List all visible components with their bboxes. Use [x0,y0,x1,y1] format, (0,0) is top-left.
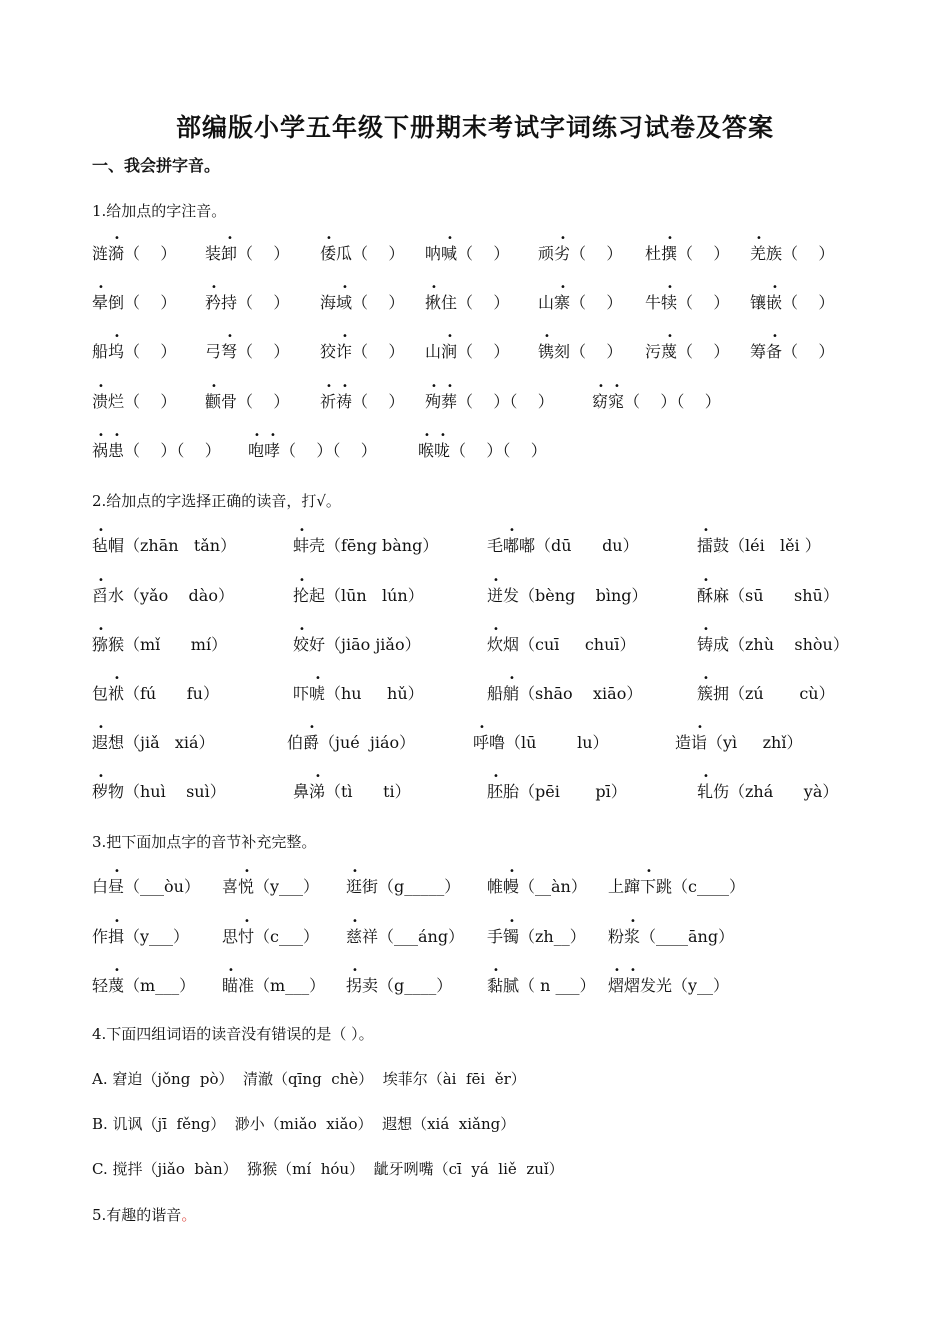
emphasis-dot-icon: • [342,381,348,392]
emphasis-dot-icon: • [667,331,673,342]
word-item: 筹备（ ） • [750,331,835,361]
word-item: 镌刻（ ） • [538,331,623,361]
emphasis-dot-icon: • [646,866,652,877]
emphasis-dot-icon: • [98,430,104,441]
emphasis-dot-icon: • [447,381,453,392]
emphasis-dot-icon: • [309,722,315,733]
emphasis-dot-icon: • [98,525,104,536]
word-item: 上蹿下跳（c____） • [608,866,745,896]
q1-row [0,381,950,414]
word-item: 帷幔（__àn） • [487,866,587,896]
word-item: 船艄（shāo xiāo） • [487,673,643,703]
word-item: 牛犊（ ） • [645,282,730,312]
emphasis-dot-icon: • [342,331,348,342]
emphasis-dot-icon: • [560,233,566,244]
q1-row [0,282,950,315]
emphasis-dot-icon: • [299,525,305,536]
option-b: B. 讥讽（jī fěng） 渺小（miǎo xiǎo） 遐想（xiá xiǎng） [92,1115,516,1133]
word-item: 毛嘟嘟（dū du） • [487,525,639,555]
word-item: 喉咙（ ）（ ） • • [418,430,547,460]
emphasis-dot-icon: • [114,430,120,441]
word-item: 吓唬（hu hǔ） • [293,673,424,703]
emphasis-dot-icon: • [440,430,446,441]
emphasis-dot-icon: • [352,916,358,927]
emphasis-dot-icon: • [703,673,709,684]
emphasis-dot-icon: • [114,965,120,976]
emphasis-dot-icon: • [614,381,620,392]
emphasis-dot-icon: • [447,233,453,244]
emphasis-dot-icon: • [667,282,673,293]
word-item: 拐卖（g____） • [346,965,453,995]
q3-row [0,965,950,998]
word-item: 船坞（ ） • [92,331,177,361]
q1-row [0,430,950,463]
word-item: 蚌壳（fēng bàng） • [293,525,439,555]
word-item: 溃烂（ ） • [92,381,177,411]
word-item: 祸患（ ）（ ） • • [92,430,221,460]
word-item: 熠熠发光（y__） • • [608,965,730,995]
emphasis-dot-icon: • [299,575,305,586]
word-item: 杜撰（ ） • [645,233,730,263]
word-item: 轻蔑（m___） • [92,965,196,995]
word-item: 装卸（ ） • [205,233,290,263]
emphasis-dot-icon: • [509,525,515,536]
word-item: 呼噜（lū lu） • [473,722,609,752]
emphasis-dot-icon: • [697,722,703,733]
q2-row [0,624,950,657]
emphasis-dot-icon: • [509,866,515,877]
question-3-label: 3.把下面加点字的音节补充完整。 [92,833,317,851]
emphasis-dot-icon: • [352,866,358,877]
word-item: 作揖（y___） • [92,916,190,946]
word-item: 遐想（jiǎ xiá） • [92,722,215,752]
question-5-text: 5.有趣的谐音 [92,1206,182,1224]
q1-row [0,331,950,364]
emphasis-dot-icon: • [114,673,120,684]
word-item: 逛街（g_____） • [346,866,461,896]
word-item: 污蔑（ ） • [645,331,730,361]
word-item: 咆哮（ ）（ ） • • [248,430,377,460]
emphasis-dot-icon: • [254,430,260,441]
word-item: 粉浆（____āng） • [608,916,735,946]
emphasis-dot-icon: • [479,722,485,733]
emphasis-dot-icon: • [114,866,120,877]
word-item: 顽劣（ ） • [538,233,623,263]
q2-row [0,575,950,608]
word-item: 铸成（zhù shòu） • [697,624,849,654]
emphasis-dot-icon: • [315,771,321,782]
emphasis-dot-icon: • [630,916,636,927]
emphasis-dot-icon: • [772,282,778,293]
emphasis-dot-icon: • [431,282,437,293]
emphasis-dot-icon: • [560,282,566,293]
word-item: 簇拥（zú cù） • [697,673,835,703]
question-2-label: 2.给加点的字选择正确的读音，打√。 [92,492,341,510]
word-item: 造诣（yì zhǐ） • [675,722,803,752]
question-5-label [92,1204,196,1225]
word-item: 思忖（c___） • [222,916,319,946]
word-item: 瞄准（m___） • [222,965,326,995]
emphasis-dot-icon: • [299,624,305,635]
emphasis-dot-icon: • [98,722,104,733]
emphasis-dot-icon: • [211,381,217,392]
emphasis-dot-icon: • [431,381,437,392]
option-c: C. 搅拌（jiǎo bàn） 猕猴（mí hóu） 龇牙咧嘴（cī yá liě zuǐ） [92,1160,564,1178]
word-item: 揪住（ ） • [425,282,510,312]
emphasis-dot-icon: • [424,430,430,441]
emphasis-dot-icon: • [667,233,673,244]
emphasis-dot-icon: • [352,965,358,976]
emphasis-dot-icon: • [244,916,250,927]
q3-row [0,866,950,899]
word-item: 包袱（fú fu） • [92,673,219,703]
emphasis-dot-icon: • [772,331,778,342]
emphasis-dot-icon: • [703,771,709,782]
emphasis-dot-icon: • [228,965,234,976]
word-item: 猕猴（mǐ mí） • [92,624,228,654]
question-5-mark: 。 [181,1206,197,1224]
word-item: 姣好（jiāo jiǎo） • [293,624,421,654]
word-item: 涟漪（ ） • [92,233,177,263]
word-item: 海域（ ） • [320,282,405,312]
word-item: 喜悦（y___） • [222,866,320,896]
word-item: 伯爵（jué jiáo） • [287,722,416,752]
q2-row [0,673,950,706]
emphasis-dot-icon: • [544,331,550,342]
emphasis-dot-icon: • [493,965,499,976]
emphasis-dot-icon: • [114,331,120,342]
emphasis-dot-icon: • [614,965,620,976]
word-item: 黏腻（ n ___） • [487,965,596,995]
emphasis-dot-icon: • [211,282,217,293]
emphasis-dot-icon: • [270,430,276,441]
word-item: 酥麻（sū shū） • [697,575,839,605]
emphasis-dot-icon: • [326,381,332,392]
word-item: 弓弩（ ） • [205,331,290,361]
word-item: 秽物（huì suì） • [92,771,226,801]
word-item: 胚胎（pēi pī） • [487,771,627,801]
emphasis-dot-icon: • [703,575,709,586]
word-item: 擂鼓（léi lěi ） • [697,525,821,555]
word-item: 炊烟（cuī chuī） • [487,624,636,654]
word-item: 狡诈（ ） • [320,331,405,361]
word-item: 窈窕（ ）（ ） • • [592,381,721,411]
question-1-label: 1.给加点的字注音。 [92,202,227,220]
page-title: 部编版小学五年级下册期末考试字词练习试卷及答案 [175,113,774,142]
q3-row [0,916,950,949]
word-item: 山寨（ ） • [538,282,623,312]
word-item: 颧骨（ ） • [205,381,290,411]
word-item: 鼻涕（tì ti） • [293,771,411,801]
emphasis-dot-icon: • [598,381,604,392]
emphasis-dot-icon: • [703,525,709,536]
section-heading: 一、我会拼字音。 [92,156,221,175]
word-item: 山涧（ ） • [425,331,510,361]
emphasis-dot-icon: • [244,866,250,877]
emphasis-dot-icon: • [509,916,515,927]
emphasis-dot-icon: • [98,282,104,293]
emphasis-dot-icon: • [703,624,709,635]
emphasis-dot-icon: • [98,771,104,782]
word-item: 祈祷（ ） • • [320,381,405,411]
word-item: 呐喊（ ） • [425,233,510,263]
emphasis-dot-icon: • [227,233,233,244]
emphasis-dot-icon: • [98,624,104,635]
q1-row [0,233,950,266]
emphasis-dot-icon: • [114,916,120,927]
question-4-label: 4.下面四组词语的读音没有错误的是（ ）。 [92,1025,374,1043]
q2-row [0,771,950,804]
word-item: 手镯（zh__） • [487,916,586,946]
word-item: 羌族（ ） • [750,233,835,263]
emphasis-dot-icon: • [493,771,499,782]
emphasis-dot-icon: • [630,965,636,976]
emphasis-dot-icon: • [493,624,499,635]
emphasis-dot-icon: • [342,282,348,293]
emphasis-dot-icon: • [114,233,120,244]
word-item: 矜持（ ） • [205,282,290,312]
word-item: 殉葬（ ）（ ） • • [425,381,554,411]
word-item: 晕倒（ ） • [92,282,177,312]
emphasis-dot-icon: • [326,233,332,244]
emphasis-dot-icon: • [447,331,453,342]
word-item: 轧伤（zhá yà） • [697,771,839,801]
emphasis-dot-icon: • [98,575,104,586]
emphasis-dot-icon: • [315,673,321,684]
word-item: 慈祥（___áng） • [346,916,465,946]
word-item: 倭瓜（ ） • [320,233,405,263]
emphasis-dot-icon: • [227,331,233,342]
option-a: A. 窘迫（jǒng pò） 清澈（qīng chè） 埃菲尔（ài fēi ěr） [92,1070,526,1088]
emphasis-dot-icon: • [493,575,499,586]
word-item: 毡帽（zhān tǎn） • [92,525,237,555]
emphasis-dot-icon: • [509,673,515,684]
q2-row [0,722,950,755]
word-item: 镶嵌（ ） • [750,282,835,312]
q2-row [0,525,950,558]
word-item: 舀水（yǎo dào） • [92,575,234,605]
emphasis-dot-icon: • [756,233,762,244]
word-item: 迸发（bèng bìng） • [487,575,648,605]
word-item: 白昼（___òu） • [92,866,200,896]
emphasis-dot-icon: • [98,381,104,392]
word-item: 抡起（lūn lún） • [293,575,424,605]
